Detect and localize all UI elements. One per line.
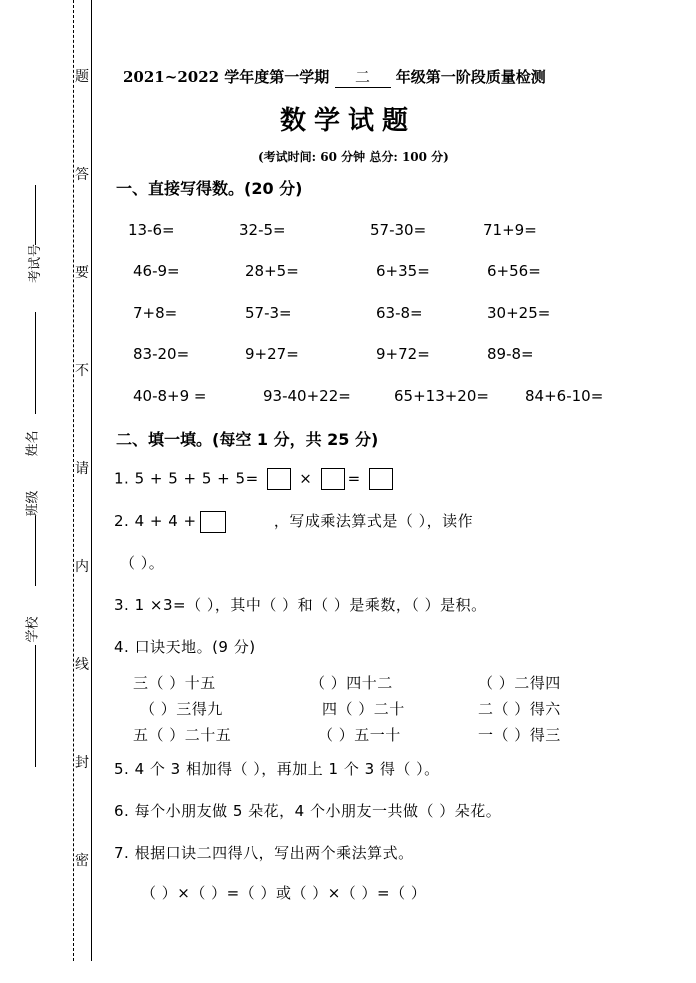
calc-item: 83-20= — [133, 345, 190, 363]
rhyme-item: 五（ ）二十五 — [133, 726, 232, 744]
calc-item: 93-40+22= — [263, 387, 351, 405]
answer-box[interactable] — [200, 511, 226, 533]
rhyme-item: 三（ ）十五 — [133, 674, 216, 692]
calc-item: 63-8= — [376, 304, 423, 322]
section2-heading: 二、填一填。(每空 1 分，共 25 分) — [116, 430, 379, 449]
calc-item: 40-8+9 = — [133, 387, 207, 405]
question-6: 6. 每个小朋友做 5 朵花，4 个小朋友一共做（ ）朵花。 — [114, 802, 502, 820]
question-4-heading: 4. 口诀天地。(9 分) — [114, 638, 256, 656]
title-right: 年级第一阶段质量检测 — [395, 68, 546, 86]
grade-value: 二 — [335, 66, 391, 88]
name-line — [35, 312, 36, 414]
exam-number-label: 考试号 — [28, 243, 44, 284]
seal-char: 题 — [75, 69, 89, 85]
rhyme-item: （ ）三得九 — [140, 700, 223, 718]
calc-item: 6+35= — [376, 262, 430, 280]
question-3: 3. 1 ×3=（ ），其中（ ）和（ ）是乘数，（ ）是积。 — [114, 596, 487, 614]
rhyme-item: （ ）二得四 — [478, 674, 561, 692]
calc-item: 89-8= — [487, 345, 534, 363]
calc-item: 30+25= — [487, 304, 551, 322]
fold-dashed-line — [73, 0, 74, 961]
school-line — [35, 645, 36, 767]
calc-item: 57-3= — [245, 304, 292, 322]
answer-box[interactable] — [369, 468, 393, 490]
school-label: 学校 — [25, 616, 41, 643]
exam-title — [123, 66, 546, 88]
seal-char: 答 — [75, 167, 89, 183]
answer-box[interactable] — [267, 468, 291, 490]
question-7-answer: （ ）×（ ）=（ ）或（ ）×（ ）=（ ） — [141, 884, 427, 902]
exam-info: (考试时间: 60 分钟 总分: 100 分) — [258, 150, 449, 164]
seal-char: 请 — [75, 461, 89, 477]
seal-char: 线 — [75, 657, 89, 673]
question-1 — [114, 468, 396, 490]
rhyme-item: 一（ ）得三 — [478, 726, 561, 744]
section1-heading: 一、直接写得数。(20 分) — [116, 179, 303, 198]
question-2 — [114, 510, 473, 533]
calc-item: 7+8= — [133, 304, 178, 322]
calc-item: 28+5= — [245, 262, 299, 280]
title-left: 2021~2022 学年度第一学期 — [123, 68, 330, 86]
seal-char: 内 — [75, 559, 89, 575]
rhyme-item: （ ）五一十 — [318, 726, 401, 744]
calc-item: 9+27= — [245, 345, 299, 363]
question-2-line2: （ ）。 — [120, 554, 165, 572]
seal-char: 不 — [75, 363, 89, 379]
name-label: 姓名 — [25, 430, 41, 457]
seal-char: 密 — [75, 853, 89, 869]
rhyme-item: （ ）四十二 — [310, 674, 393, 692]
seal-char: 要 — [75, 265, 89, 281]
q2-suffix: ，写成乘法算式是（ ），读作 — [273, 512, 474, 530]
page-title: 数学试题 — [279, 106, 416, 136]
question-7: 7. 根据口诀二四得八，写出两个乘法算式。 — [114, 844, 414, 862]
q1-prefix: 1. 5 + 5 + 5 + 5= — [114, 469, 259, 488]
exam-number-line — [35, 185, 36, 245]
seal-char: 封 — [75, 755, 89, 771]
calc-item: 9+72= — [376, 345, 430, 363]
calc-item: 65+13+20= — [394, 387, 489, 405]
class-label: 班级 — [25, 490, 41, 517]
calc-item: 57-30= — [370, 221, 427, 239]
times-sign: × — [299, 469, 313, 488]
calc-item: 13-6= — [128, 221, 175, 239]
calc-item: 84+6-10= — [525, 387, 604, 405]
rhyme-item: 四（ ）二十 — [322, 700, 405, 718]
calc-item: 32-5= — [239, 221, 286, 239]
question-5: 5. 4 个 3 相加得（ ），再加上 1 个 3 得（ ）。 — [114, 760, 440, 778]
class-line — [35, 516, 36, 586]
calc-item: 46-9= — [133, 262, 180, 280]
margin-solid-line — [91, 0, 92, 961]
calc-item: 6+56= — [487, 262, 541, 280]
q2-prefix: 2. 4 + 4 + — [114, 512, 197, 530]
equals-sign: = — [347, 469, 361, 488]
answer-box[interactable] — [321, 468, 345, 490]
calc-item: 71+9= — [483, 221, 537, 239]
rhyme-item: 二（ ）得六 — [478, 700, 561, 718]
